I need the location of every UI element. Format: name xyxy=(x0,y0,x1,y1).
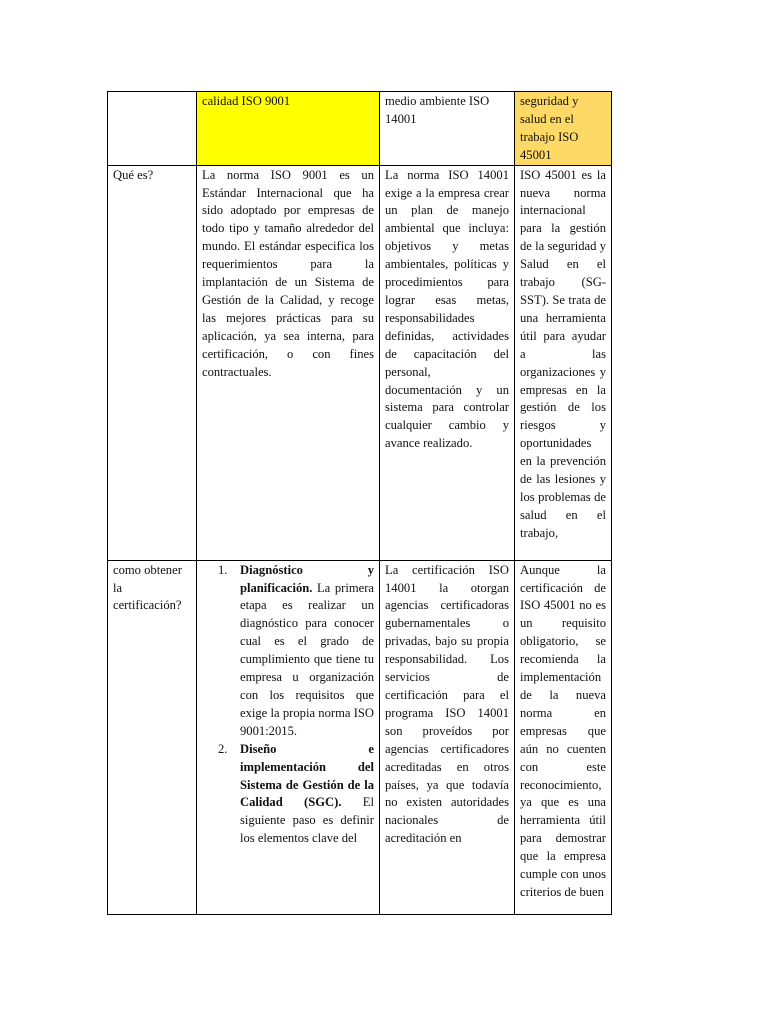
header-medio-ambiente-iso-14001: medio ambiente ISO 14001 xyxy=(380,92,515,166)
row-label-que-es: Qué es? xyxy=(108,165,197,560)
row-label-como-obtener: como obtener la certificación? xyxy=(108,560,197,914)
cell-que-es-seguridad: ISO 45001 es la nueva norma internacional para la gestión de la seguridad y Salud en el trabajo (SG-SST). Se trata de una herramienta útil para ayudar a las organizaciones y empresas en la gestión de los riesgos y oportunidades en la prevención de las lesiones y los problemas de salud en el trabajo, xyxy=(515,165,612,560)
table-row-que-es xyxy=(108,165,612,560)
list-item xyxy=(202,562,374,741)
header-empty-cell xyxy=(108,92,197,166)
step-text: El siguiente paso es definir los elementos clave del xyxy=(240,795,374,846)
cell-como-seguridad: Aunque la certificación de ISO 45001 no es un requisito obligatorio, se recomienda la implementación de la nueva norma en empresas que aún no cuenten con este reconocimiento, ya que es una herramienta útil para demostrar que la empresa cumple con unos criterios de buen xyxy=(515,560,612,914)
cell-como-calidad xyxy=(197,560,380,914)
list-item xyxy=(202,741,374,848)
cell-que-es-ambiente: La norma ISO 14001 exige a la empresa crear un plan de manejo ambiental que incluya: objetivos y metas ambientales, políticas y procedimientos para lograr esas metas, responsabilidades definidas, actividades de capacitación del personal, documentación y un sistema para controlar cualquier cambio y avance realizado. xyxy=(380,165,515,560)
step-number: 1. xyxy=(218,562,228,577)
iso-comparison-table xyxy=(107,91,612,915)
cell-como-ambiente: La certificación ISO 14001 la otorgan agencias certificadoras gubernamentales o privadas, bajo su propia responsabilidad. Los servicios de certificación para el programa ISO 14001 son proveídos por agencias certificadores acreditadas en otros países, ya que todavía no existen autoridades nacionales de acreditación en xyxy=(380,560,515,914)
step-title: Diseño e implementación del Sistema de Gestión de la Calidad (SGC). xyxy=(240,741,374,810)
header-seguridad-salud-iso-45001: seguridad y salud en el trabajo ISO 45001 xyxy=(515,92,612,166)
step-title: Diagnóstico y planificación. xyxy=(240,562,374,595)
table-row-como-obtener xyxy=(108,560,612,914)
step-number: 2. xyxy=(218,741,228,756)
cell-que-es-calidad: La norma ISO 9001 es un Estándar Internacional que ha sido adoptado por empresas de todo tipo y tamaño alrededor del mundo. El estándar especifica los requerimientos para la implantación de un Sistema de Gestión de la Calidad, y recoge las mejores prácticas para su aplicación, ya sea interna, para certificación, o con fines contractuales. xyxy=(197,165,380,560)
step-text: La primera etapa es realizar un diagnóstico para conocer cual es el grado de cumplimiento que tiene tu empresa u organización con los requisitos que exige la propia norma ISO 9001:2015. xyxy=(240,580,374,738)
header-calidad-iso-9001: calidad ISO 9001 xyxy=(197,92,380,166)
calidad-steps-list xyxy=(202,562,374,849)
table-header-row xyxy=(108,92,612,166)
